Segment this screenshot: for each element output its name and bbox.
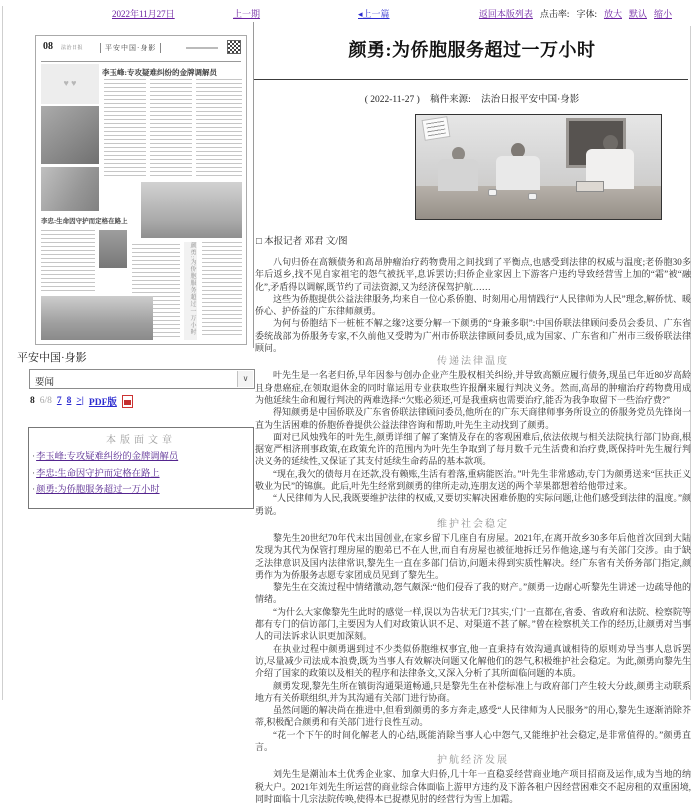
thumb-headline-1: 李玉峰:专攻疑难纠纷的金牌调解员 bbox=[102, 68, 217, 77]
page-title: 颜勇:为侨胞服务超过一万小时 bbox=[348, 40, 596, 60]
title-divider bbox=[254, 79, 688, 80]
pager-total: 8 bbox=[30, 396, 35, 406]
article-paragraph: 这些为侨胞提供公益法律服务,均来自一位心系侨胞、时刻用心用情践行“人民律师为人民”理念,解侨忧、暖侨心、护侨益的广东律师颜勇。 bbox=[255, 293, 691, 317]
thumb-masthead: 平安中国·身影 bbox=[100, 43, 161, 53]
back-to-list-link[interactable]: 返回本版列表 bbox=[478, 9, 533, 19]
article-link-3[interactable]: 颜勇:为侨胞服务超过一万小时 bbox=[36, 485, 160, 495]
thumb-text-column bbox=[104, 79, 146, 178]
window-left-border bbox=[2, 6, 3, 700]
page-articles-box bbox=[28, 427, 254, 509]
issue-date-link[interactable]: 2022年11月27日 bbox=[112, 9, 175, 19]
photo-notebook bbox=[576, 181, 604, 192]
article-paragraph: 得知颜勇是中国侨联及广东省侨联法律顾问委员,他所在的广东天商律师事务所设立的侨服务党员先锋岗一直为生活困难的侨胞侨眷提供公益法律咨询和帮助,叶先生主动找到了颜勇。 bbox=[255, 407, 691, 430]
thumb-photo-meeting-small bbox=[41, 167, 99, 211]
thumb-text-column bbox=[150, 79, 192, 178]
article-link-1[interactable]: 李玉峰:专攻疑难纠纷的金牌调解员 bbox=[36, 452, 179, 462]
photo-wall-sign bbox=[422, 116, 451, 141]
article-byline: □ 本报记者 邓君 文/图 bbox=[256, 237, 348, 247]
thumb-photo-street bbox=[41, 296, 153, 340]
prev-article-link[interactable] bbox=[358, 7, 390, 20]
article-paragraph: 为何与侨胞结下一桩桩不解之缘?这要分解一下颜勇的“身兼多职”:中国侨联法律顾问委员会委员、广东省委统战部为侨服务专家,不久前他又受聘为广州市侨联法律顾问委员,成为国家、广东省和广州市三级侨联法律顾问。 bbox=[255, 318, 691, 354]
pdf-icon[interactable] bbox=[122, 395, 133, 408]
font-default-link[interactable]: 默认 bbox=[628, 9, 647, 19]
article-link-2[interactable]: 李忠:生命因守护而定格在路上 bbox=[36, 468, 160, 479]
thumb-headline-3-vertical: 颜勇:为侨胞服务超过一万小时 bbox=[184, 242, 197, 340]
prev-issue-link[interactable]: 上一期 bbox=[233, 9, 261, 19]
article-source-label: 稿件来源: bbox=[430, 95, 471, 105]
article-photo bbox=[415, 114, 662, 220]
bullet-icon: · bbox=[32, 452, 36, 462]
chevron-down-icon: ∨ bbox=[237, 371, 253, 387]
thumb-header-rule bbox=[41, 61, 241, 62]
article-paragraph: 刘先生是潮汕本土优秀企业家、加拿大归侨,几十年一直稳妥经营商业地产项目招商及运作,成为当地的纳税大户。2021年刘先生所运营的商业综合体面临上游甲方违约及下游各租户因经营困难交不起房租的双重困境,同时面临十几宗法院传唤,使得本已捉襟见肘的经营行为雪上加霜。 bbox=[255, 769, 691, 804]
thumb-heart-artwork: ♥ ♥ bbox=[41, 64, 99, 104]
hits-label: 点击率: bbox=[539, 9, 570, 19]
qr-code-icon bbox=[227, 40, 241, 54]
prev-article-label: 上一篇 bbox=[362, 9, 390, 19]
category-select[interactable] bbox=[29, 369, 255, 389]
article-subhead: 传递法律温度 bbox=[437, 356, 509, 368]
pager-current: 6/8 bbox=[39, 396, 52, 406]
article-paragraph: 颜勇发现,黎先生所在镇街沟通渠道畅通,只是黎先生在补偿标准上与政府部门产生较大分歧,颜勇主动联系地方有关侨联组织,并为其沟通有关部门进行协商。 bbox=[255, 680, 691, 703]
thumb-page-number: 08 bbox=[43, 41, 53, 52]
top-bar bbox=[0, 0, 696, 24]
article-paragraph: 黎先生在交流过程中情绪激动,怨气颇深:“他们侵吞了我的财产。”颜勇一边耐心听黎先生讲述一边疏导他的情绪。 bbox=[255, 582, 691, 605]
thumb-paper-name: 法治日报 bbox=[61, 46, 84, 51]
list-item bbox=[32, 449, 253, 466]
article-paragraph: 八旬归侨在高额债务和高昂肿瘤治疗药物费用之间找到了平衡点,也感受到法律的权威与温度;老侨胞30多年后返乡,找不见自家祖宅的怨气被抚平,息诉罢访;归侨企业家因上下游客户违约导致经营雪上加的“霜”被“融化”,矛盾得以调解,既节约了司法资源,又为经济保驾护航…… bbox=[255, 257, 691, 292]
photo-cup bbox=[528, 193, 537, 200]
article-paragraph: “为什么大家像黎先生此时的感觉一样,误以为告状无门?其实,‘门’一直都在,省委、省政府和法院、检察院等都有专门的信访部门,主要因为人们对政策认识不足、对渠道不甚了解。”曾在检察机关工作的经历,让颜勇对当事人的司法诉求认识更加深刻。 bbox=[255, 606, 691, 642]
thumb-text-column bbox=[196, 79, 242, 178]
article-body bbox=[255, 233, 691, 804]
article-paragraph: 虽然问题的解决尚在推进中,但看到颜勇的多方奔走,感受“人民律师为人民服务”的用心,黎先生逐渐消除芥蒂,积极配合颜勇和有关部门进行良性互动。 bbox=[255, 705, 691, 728]
font-larger-link[interactable]: 放大 bbox=[603, 9, 622, 19]
page-pager bbox=[30, 394, 133, 408]
thumb-photo-portrait bbox=[99, 230, 127, 268]
thumb-text-column bbox=[202, 242, 242, 338]
bullet-icon: · bbox=[32, 485, 36, 495]
thumb-text-column bbox=[41, 230, 95, 292]
prev-arrow-icon: ◂ bbox=[358, 9, 363, 19]
font-size-label: 字体: bbox=[576, 9, 597, 19]
article-paragraph: 黎先生20世纪70年代末出国创业,在家乡留下几座自有房屋。2021年,在离开故乡30多年后他首次回到大陆发现为其代为保管打理房屋的胞弟已不在人世,而自有房屋也被征地拆迁另作他途,遂与有关部门交涉。由于缺乏法律意识及国内法律常识,黎先生一直在多部门信访,问题未得到实质性解决。经广东省有关侨务部门指定,颜勇作为为侨服务志愿专家团成员见到了黎先生。 bbox=[255, 532, 691, 580]
thumb-header-bar bbox=[186, 47, 218, 49]
category-select-value: 要闻 bbox=[35, 378, 55, 388]
pager-page-7-link[interactable]: 7 bbox=[56, 396, 62, 406]
frame-divider bbox=[253, 22, 254, 348]
newspaper-page-thumbnail[interactable] bbox=[35, 35, 247, 345]
article-subhead: 护航经济发展 bbox=[437, 755, 509, 767]
thumb-photo-man-at-desk bbox=[41, 106, 99, 164]
photo-cup bbox=[488, 189, 497, 196]
article-dateline bbox=[255, 91, 689, 105]
bullet-icon: · bbox=[32, 468, 36, 479]
pdf-version-link[interactable]: PDF版 bbox=[88, 398, 117, 408]
article-paragraph: “花一个下午的时间化解老人的心结,既能消除当事人心中怨气,又能维护社会稳定,是非常值得的。”颜勇直言。 bbox=[255, 729, 691, 752]
article-paragraph: 面对已风烛残年的叶先生,颜勇详细了解了案情及存在的客观困难后,依法依规与相关法院执行部门协商,根据宽严相济刑事政策,在政策允许的范围内为叶先生争取到了每月数千元生活费和治疗费,既保持叶先生履行判决义务的延续性,又保证了其支付延续生命药品的基本款项。 bbox=[255, 431, 691, 467]
article-paragraph: 叶先生是一名老归侨,早年因参与创办企业产生股权相关纠纷,并导致高额应履行债务,现虽已年近80岁高龄且身患癌症,在领取退休金的同时靠运用专业获取些许报酬来履行判决义务。然而,高昂的肿瘤治疗药物费用成为他延续生命和履行判决的两难选择:“欠账必须还,可是我重病也需要治疗,能否为我争取留下一些治疗费?” bbox=[255, 370, 691, 405]
article-paragraph: “现在,我欠的债每月在还款,没有赖账,生活有着落,重病能医治。”叶先生非常感动,专门为颜勇送来“匡扶正义敬业为民”的锦旗。此后,叶先生经常到颜勇的律所走动,连朋友送的两个苹果都想着给他带过来。 bbox=[255, 468, 691, 492]
article-paragraph: “人民律师为人民,我既要维护法律的权威,又要切实解决困难侨胞的实际问题,让他们感受到法律的温度。”颜勇说。 bbox=[255, 493, 691, 516]
list-item bbox=[32, 482, 253, 499]
list-item bbox=[32, 466, 253, 483]
article-source: 法治日报平安中国·身影 bbox=[481, 95, 580, 105]
pager-page-8-link[interactable]: 8 bbox=[66, 396, 72, 406]
article-paragraph: 在执业过程中颜勇遇到过不少类似侨胞维权事宜,他一直秉持有效沟通真诚相待的原则劝导当事人息诉罢访,尽量减少司法成本浪费,既为当事人有效解决问题又化解他们的怨气,积极维护社会稳定。为此,颜勇向黎先生介绍了国家的政策以及相关的程序和法律条文,又深入分析了其所面临问题的本质。 bbox=[255, 643, 691, 679]
photo-person-middle bbox=[496, 143, 540, 190]
thumb-headline-2: 李忠:生命因守护而定格在路上 bbox=[41, 218, 128, 225]
thumb-photo-interview bbox=[141, 182, 242, 238]
page-articles-title: 本版面文章 bbox=[106, 435, 176, 446]
font-smaller-link[interactable]: 缩小 bbox=[653, 9, 672, 19]
article-date: ( 2022-11-27 ) bbox=[364, 95, 420, 105]
article-subhead: 维护社会稳定 bbox=[437, 518, 509, 530]
photo-person-left bbox=[438, 147, 478, 191]
section-label: 平安中国·身影 bbox=[17, 352, 87, 364]
pager-last-link[interactable]: >| bbox=[76, 396, 84, 406]
